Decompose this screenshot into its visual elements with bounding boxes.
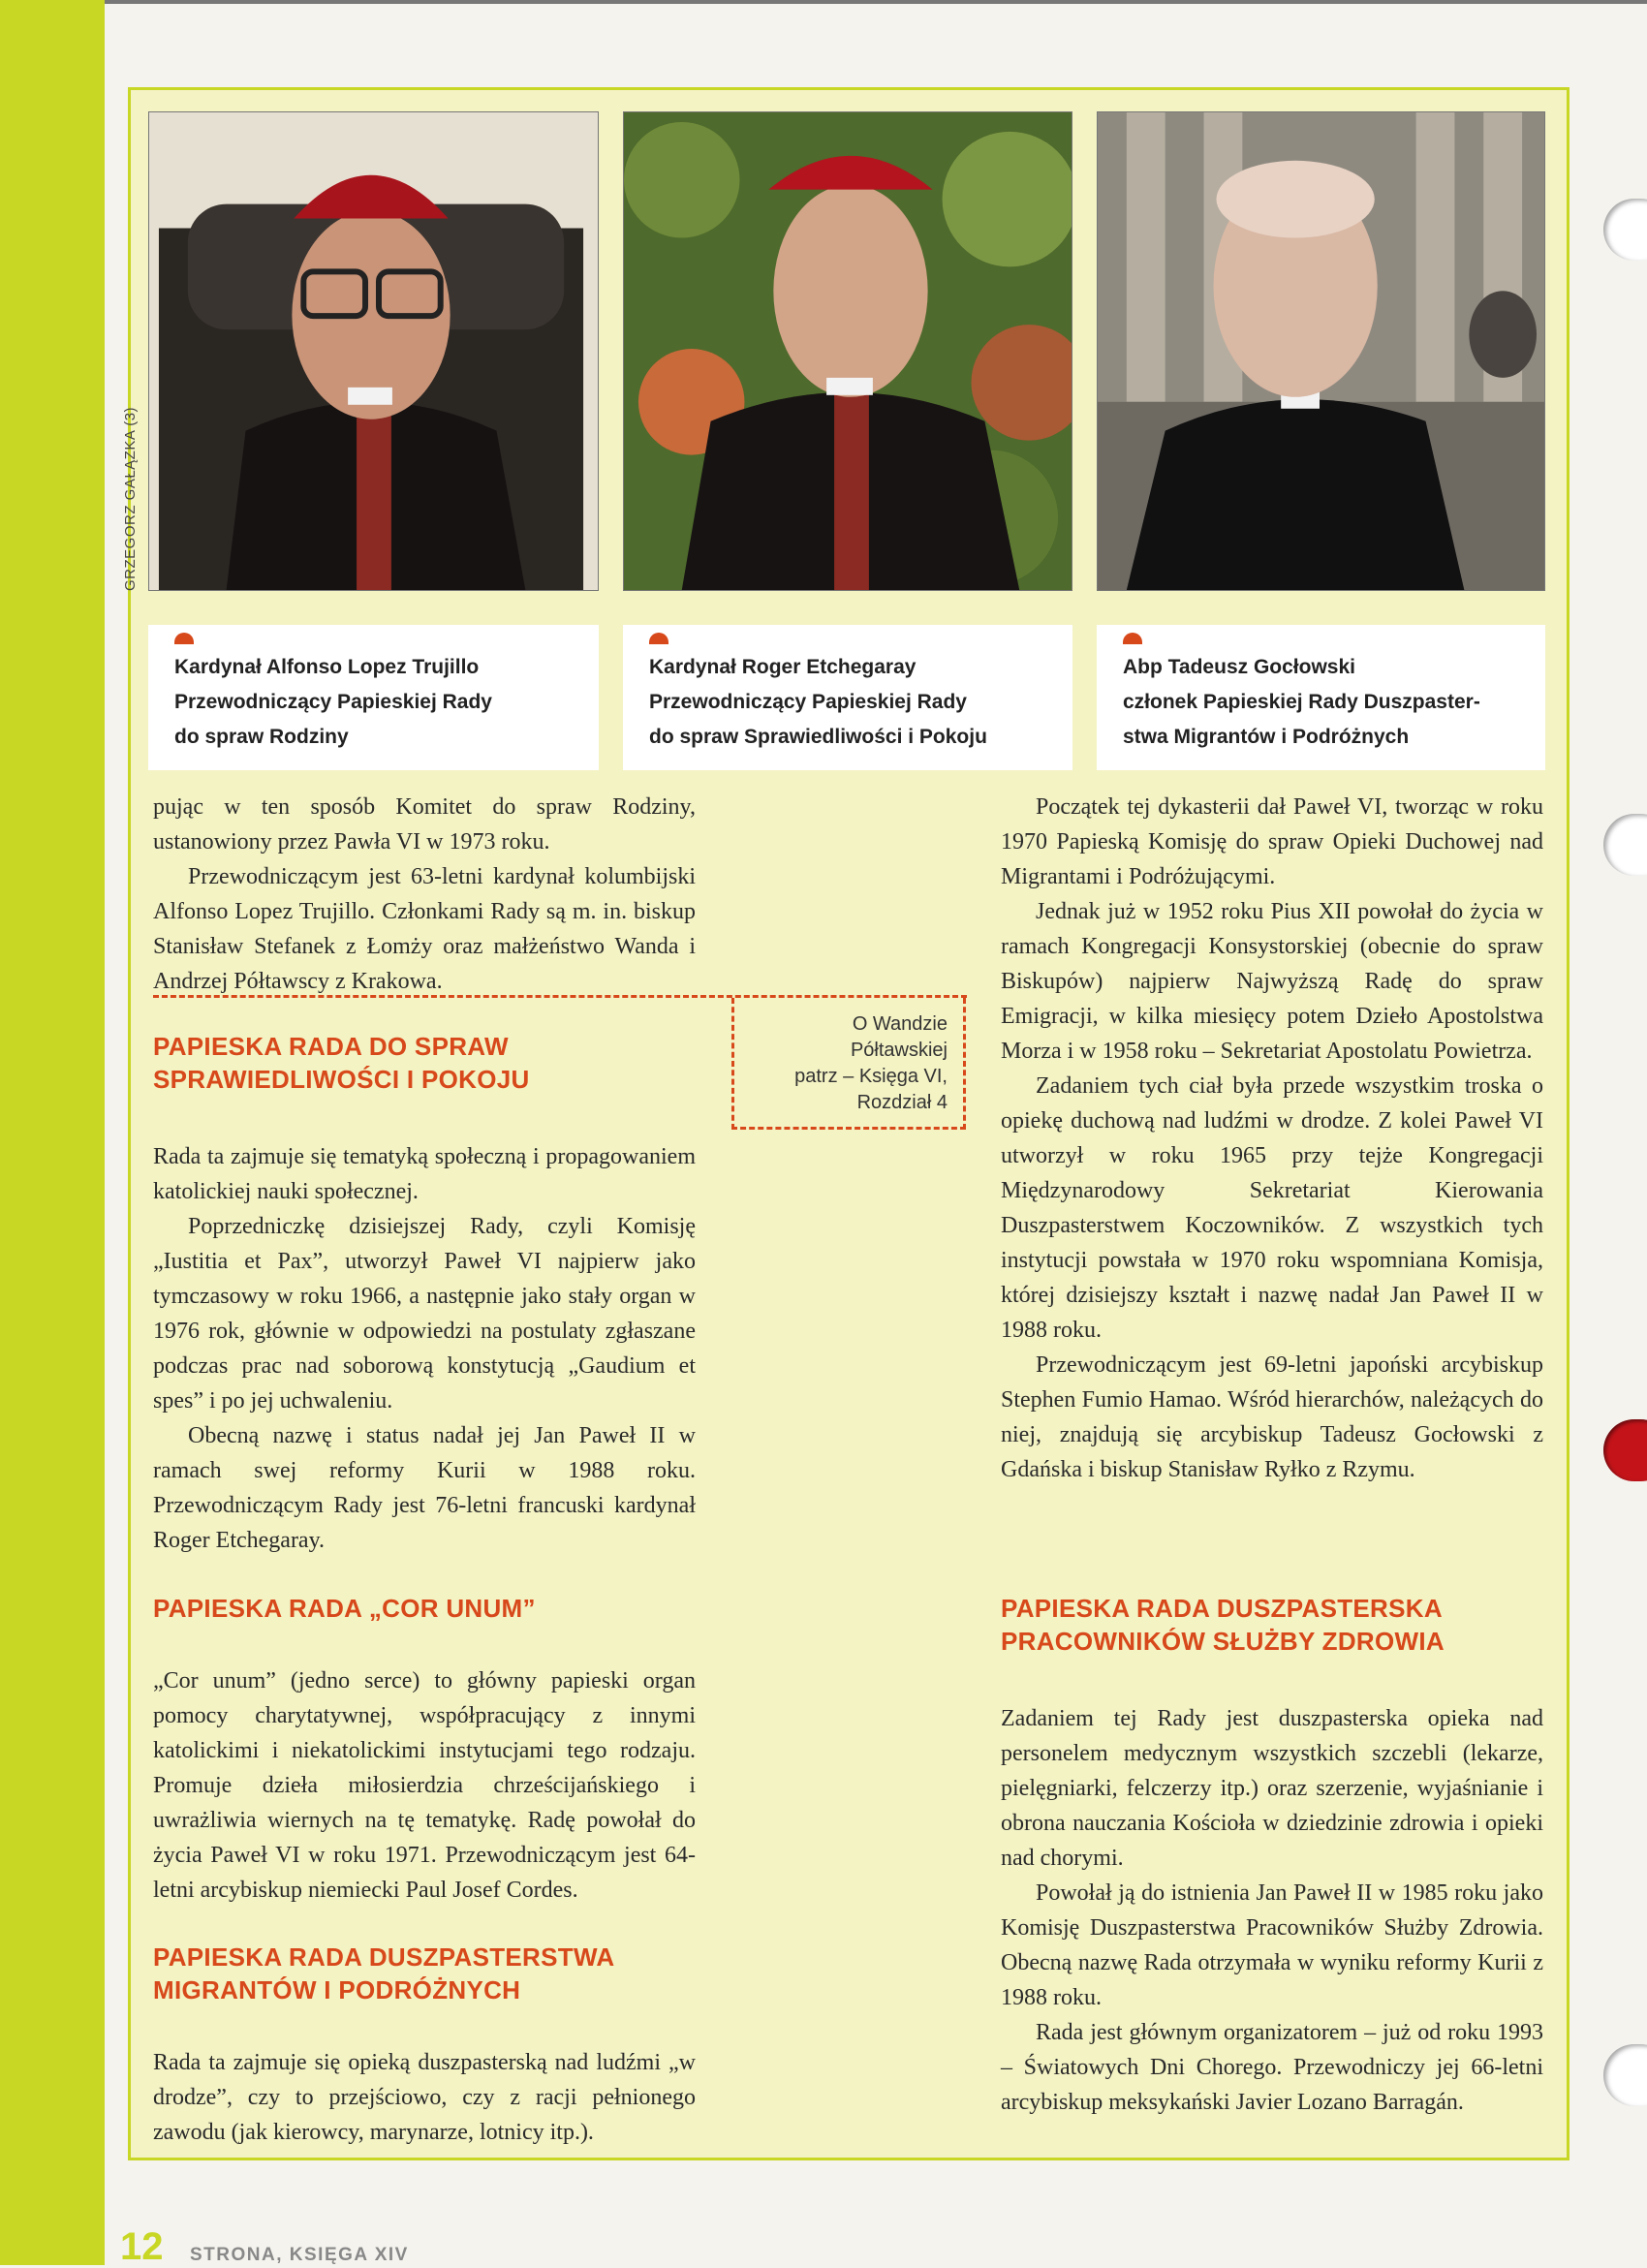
left-column-intro — [153, 790, 696, 999]
paragraph: pując w ten sposób Komitet do spraw Rodziny, ustanowiony przez Pawła VI w 1973 roku. — [153, 794, 696, 854]
top-edge-rule — [105, 0, 1647, 4]
caption-etchegaray — [623, 625, 1072, 770]
bullet-dot-icon — [649, 633, 668, 644]
paragraph: Przewodniczącym jest 69-letni japoński arcybiskup Stephen Fumio Hamao. Wśród hierarchów, należących do niej, znajdują się arcybiskup Tadeusz Gocłowski z Gdańska i biskup Stanisław Ryłko z Rzymu. — [1001, 1352, 1543, 1482]
caption-line: Kardynał Roger Etchegaray — [649, 656, 917, 678]
binder-hole — [1603, 814, 1647, 876]
caption-goclowski — [1097, 625, 1545, 770]
paragraph: Obecną nazwę i status nadał jej Jan Paweł II w ramach swej reformy Kurii w 1988 roku. Przewodniczącym Rady jest 76-letni francuski kardynał Roger Etchegaray. — [153, 1423, 696, 1553]
caption-lopez-trujillo — [148, 625, 599, 770]
caption-line: stwa Migrantów i Podróżnych — [1123, 726, 1410, 748]
paragraph: Przewodniczącym jest 63-letni kardynał kolumbijski Alfonso Lopez Trujillo. Członkami Rady są m. in. biskup Stanisław Stefanek z Łomży oraz małżeństwo Wanda i Andrzej Półtawscy z Krakowa. — [153, 864, 696, 994]
paragraph: „Cor unum” (jedno serce) to główny papieski organ pomocy charytatywnej, współpracujący z innymi katolickimi i niekatolickimi instytucjami tego rodzaju. Promuje dzieła miłosierdzia chrześcijańskiego i uwrażliwia wiernych na tę tematykę. Radę powołał do życia Paweł VI w roku 1971. Przewodniczącym jest 64-letni arcybiskup niemiecki Paul Josef Cordes. — [153, 1668, 696, 1903]
binder-hole — [1603, 199, 1647, 261]
paragraph: Zadaniem tej Rady jest duszpasterska opieka nad personelem medycznym wszystkich szczebli (lekarze, pielęgniarki, felczerzy itp.) oraz szerzenie, wyjaśnianie i obrona nauczania Kościoła w dziedzinie zdrowia i opieki nad chorymi. — [1001, 1706, 1543, 1871]
photo-credit: GRZEGORZ GAŁĄZKA (3) — [122, 406, 139, 591]
paragraph: Zadaniem tych ciał była przede wszystkim troska o opiekę duchową nad ludźmi w drodze. Z kolei Paweł VI utworzył w roku 1965 przy tejże Kongregacji Międzynarodowy Sekretariat Kierowania Duszpasterstwem Koczowników. Z wszystkich tych instytucji powstała w 1970 roku wspomniana Komisja, której dzisiejszy kształt i nazwę nadał Jan Paweł II w 1988 roku. — [1001, 1073, 1543, 1343]
section-heading: PAPIESKA RADA „COR UNUM” — [153, 1594, 536, 1623]
paragraph: Rada ta zajmuje się opieką duszpasterską nad ludźmi „w drodze”, czy to przejściowo, czy z racji pełnionego zawodu (jak kierowcy, marynarze, lotnicy itp.). — [153, 2050, 696, 2145]
caption-line: Kardynał Alfonso Lopez Trujillo — [174, 656, 480, 678]
paragraph: Rada jest głównym organizatorem – już od roku 1993 – Światowych Dni Chorego. Przewodniczy jej 66-letni arcybiskup meksykański Javier Lozano Barragán. — [1001, 2020, 1543, 2115]
caption-line: Abp Tadeusz Gocłowski — [1123, 656, 1355, 678]
section-migrants — [153, 1941, 696, 2150]
paragraph: Powołał ją do istnienia Jan Paweł II w 1985 roku jako Komisję Duszpasterstwa Pracowników Służby Zdrowia. Obecną nazwę Rada otrzymała w wyniku reformy Kurii z 1988 roku. — [1001, 1880, 1543, 2010]
section-cor-unum — [153, 1592, 696, 1908]
section-heading: PAPIESKA RADA DUSZPASTERSKA PRACOWNIKÓW SŁUŻBY ZDROWIA — [1001, 1594, 1445, 1656]
photo-cardinal-lopez-trujillo — [148, 111, 599, 591]
binder-hole-marked — [1603, 1419, 1647, 1481]
caption-line: członek Papieskiej Rady Duszpaster- — [1123, 691, 1480, 713]
left-color-band — [0, 0, 105, 2265]
section-justice-peace — [153, 1030, 696, 1558]
paragraph: Jednak już w 1952 roku Pius XII powołał do życia w ramach Kongregacji Konsystorskiej (obecnie do spraw Biskupów) najpierw Najwyższą Radę do spraw Emigracji, w kilka miesięcy potem Dzieło Apostolstwa Morza i w 1958 roku – Sekretariat Apostolatu Powietrza. — [1001, 899, 1543, 1064]
caption-line: do spraw Sprawiedliwości i Pokoju — [649, 726, 987, 748]
side-note-line: patrz – Księga VI, — [794, 1066, 948, 1087]
paragraph: Poprzedniczkę dzisiejszej Rady, czyli Komisję „Iustitia et Pax”, utworzył Paweł VI najpierw jako tymczasowy w roku 1966, a następnie jako stały organ w 1976 rok, głównie w odpowiedzi na postulaty zgłaszane podczas prac nad soborową konstytucją „Gaudium et spes” i po jej uchwaleniu. — [153, 1214, 696, 1414]
bullet-dot-icon — [1123, 633, 1142, 644]
caption-line: Przewodniczący Papieskiej Rady — [649, 691, 967, 713]
photo-archbishop-goclowski — [1097, 111, 1545, 591]
caption-line: do spraw Rodziny — [174, 726, 349, 748]
paragraph: Rada ta zajmuje się tematyką społeczną i propagowaniem katolickiej nauki społecznej. — [153, 1144, 696, 1204]
section-heading: PAPIESKA RADA DO SPRAW SPRAWIEDLIWOŚCI I POKOJU — [153, 1032, 530, 1094]
section-heading: PAPIESKA RADA DUSZPASTERSTWA MIGRANTÓW I PODRÓŻNYCH — [153, 1942, 615, 2004]
section-health-workers — [1001, 1592, 1543, 2120]
right-column-intro — [1001, 790, 1543, 1487]
photo-cardinal-etchegaray — [623, 111, 1072, 591]
paragraph: Początek tej dykasterii dał Paweł VI, tworząc w roku 1970 Papieską Komisję do spraw Opieki Duchowej nad Migrantami i Podróżującymi. — [1001, 794, 1543, 889]
side-note-line: Półtawskiej — [850, 1040, 948, 1061]
caption-line: Przewodniczący Papieskiej Rady — [174, 691, 492, 713]
side-note-line: Rozdział 4 — [856, 1092, 948, 1113]
bullet-dot-icon — [174, 633, 194, 644]
binder-hole — [1603, 2044, 1647, 2106]
side-note-box — [731, 998, 966, 1130]
footer-book-label: STRONA, KSIĘGA XIV — [190, 2245, 409, 2265]
side-note-line: O Wandzie — [852, 1013, 948, 1035]
page-number: 12 — [120, 2225, 164, 2268]
